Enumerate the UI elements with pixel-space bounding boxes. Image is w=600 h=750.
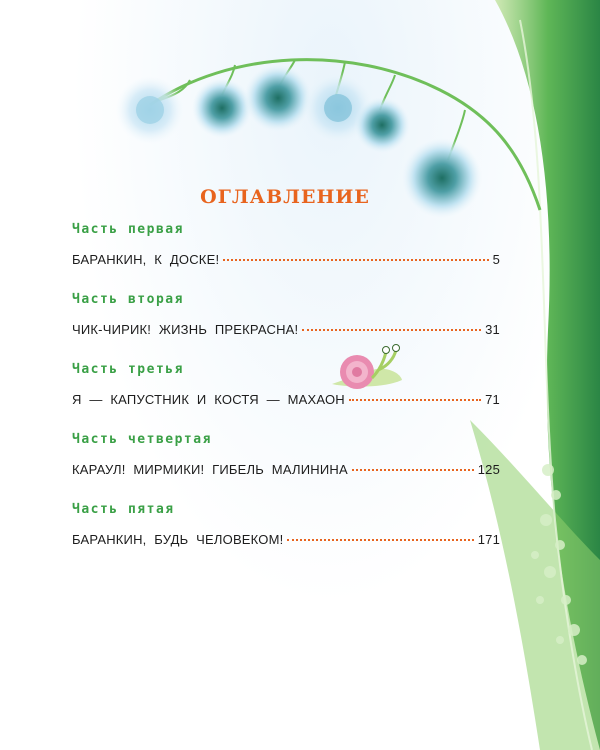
part-label-4: Часть четвертая <box>72 432 212 447</box>
part-label-3: Часть третья <box>72 362 184 377</box>
chapter-title: БАРАНКИН, К ДОСКЕ! <box>72 252 220 267</box>
snail-illustration <box>332 345 402 390</box>
chapter-title: ЧИК-ЧИРИК! ЖИЗНЬ ПРЕКРАСНА! <box>72 322 299 337</box>
toc-entry-5[interactable] <box>72 532 500 547</box>
part-label-5: Часть пятая <box>72 502 175 517</box>
chapter-title: КАРАУЛ! МИРМИКИ! ГИБЕЛЬ МАЛИНИНА <box>72 462 348 477</box>
toc-entry-2[interactable] <box>72 322 500 337</box>
page-number: 31 <box>485 322 500 337</box>
page-number: 5 <box>492 252 500 267</box>
leader-dots <box>287 539 473 541</box>
leader-dots <box>223 259 488 261</box>
part-label-1: Часть первая <box>72 222 184 237</box>
toc-entry-1[interactable] <box>72 252 500 267</box>
page-number: 71 <box>485 392 500 407</box>
toc-entry-4[interactable] <box>72 462 500 477</box>
part-label-2: Часть вторая <box>72 292 184 307</box>
toc-entry-3[interactable] <box>72 392 500 407</box>
leader-dots <box>352 469 474 471</box>
chapter-title: БАРАНКИН, БУДЬ ЧЕЛОВЕКОМ! <box>72 532 284 547</box>
leader-dots <box>349 399 481 401</box>
page-number: 125 <box>477 462 500 477</box>
page-number: 171 <box>477 532 500 547</box>
chapter-title: Я — КАПУСТНИК И КОСТЯ — МАХАОН <box>72 392 345 407</box>
leader-dots <box>302 329 481 331</box>
page-title: ОГЛАВЛЕНИЕ <box>200 186 370 208</box>
